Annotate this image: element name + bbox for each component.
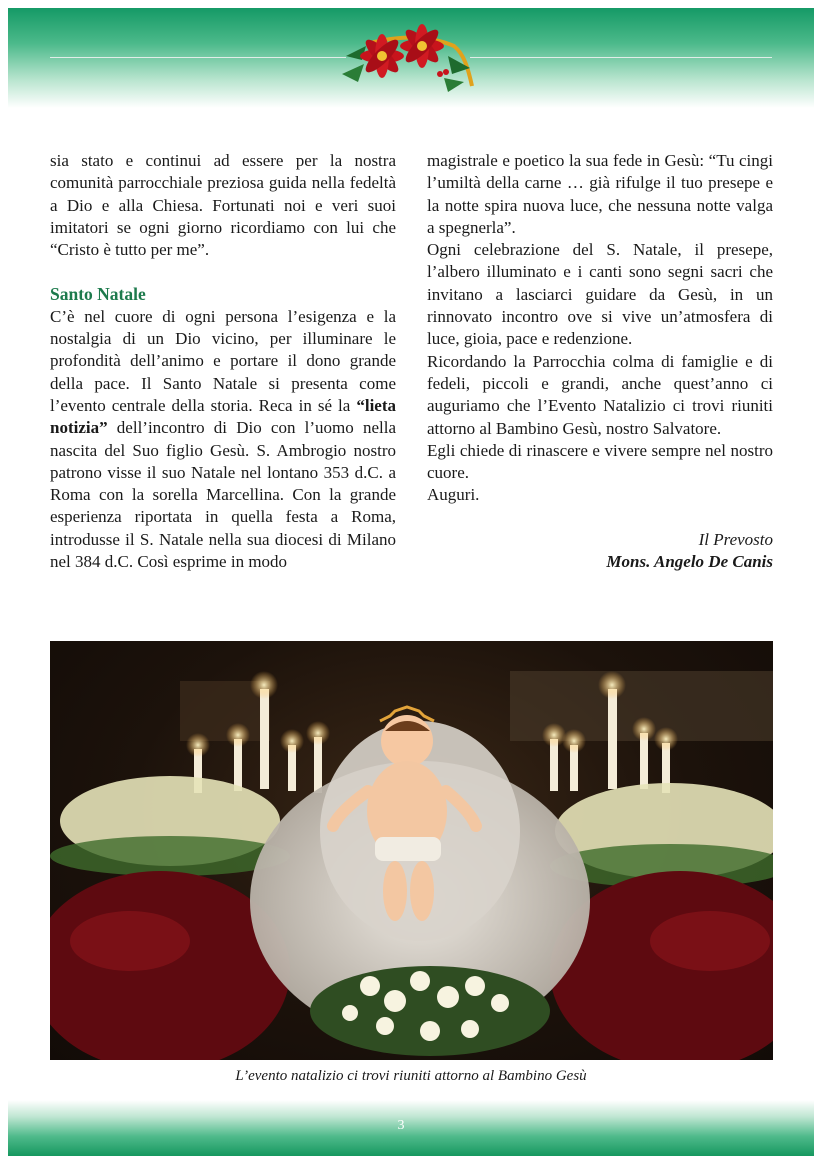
paragraph: Ricordando la Parrocchia colma di famiglie e di fedeli, piccoli e grandi, anche quest’anno ci auguriamo che l’Evento Natalizio ci trovi riuniti attorno al Bambino Gesù, nostro Salvatore.	[427, 351, 773, 438]
poinsettia-ornament-icon	[336, 16, 478, 96]
photo-caption: L’evento natalizio ci trovi riuniti attorno al Bambino Gesù	[235, 1068, 587, 1084]
paragraph: Egli chiede di rinascere e vivere sempre nel nostro cuore.	[427, 440, 773, 483]
section-title: Santo Natale	[50, 284, 146, 305]
nativity-scene-illustration	[50, 641, 773, 1060]
paragraph: magistrale e poetico la sua fede in Gesù: “Tu cingi l’umiltà della carne … già rifulge il tuo presepe e la notte spira nuova luce, che nessuna notte valga a spegnerla”.	[427, 151, 773, 237]
signature-role: Il Prevosto	[698, 529, 773, 549]
paragraph: Ogni celebrazione del S. Natale, il presepe, l’albero illuminato e i canti sono segni sacri che invitano a lasciarci guidare da Gesù, in un rinnovato incontro ove si vive un’atmosfera di luce, gioia, pace e redenzione.	[427, 240, 773, 349]
left-column	[50, 150, 396, 573]
header-rule-right	[470, 57, 772, 58]
nativity-photo	[50, 641, 773, 1060]
signature-name: Mons. Angelo De Canis	[606, 551, 773, 571]
paragraph-text: C’è nel cuore di ogni persona l’esigenza e la nostalgia di un Dio vicino, per illuminare le profondità dell’animo e portare il dono grande della pace. Il Santo Natale si presenta come l’evento centrale della storia. Reca in sé la	[50, 306, 396, 415]
emphasis-text: “lieta notizia”	[50, 395, 396, 438]
paragraph-text: dell’incontro di Dio con l’uomo nella nascita del Suo figlio Gesù. S. Ambrogio nostro patrono visse il suo Natale nel lontano 353 d.C. a Roma con la sorella Marcellina. Con la grande esperienza riportata in quella festa a Roma, introdusse il S. Natale nella sua diocesi di Milano nel 384 d.C. Così esprime in modo	[50, 418, 396, 572]
header-rule-left	[50, 57, 346, 58]
paragraph: sia stato e continui ad essere per la nostra comunità parrocchiale preziosa guida nella fedeltà a Dio e alla Chiesa. Fortunati noi e veri suoi imitatori se ogni giorno ricordiamo con lui che “Cristo è tutto per me”.	[50, 151, 396, 260]
paragraph: Auguri.	[427, 485, 480, 505]
page-number: 3	[397, 1118, 405, 1133]
right-column	[427, 150, 773, 573]
paragraph	[50, 306, 396, 574]
signature	[427, 529, 773, 573]
